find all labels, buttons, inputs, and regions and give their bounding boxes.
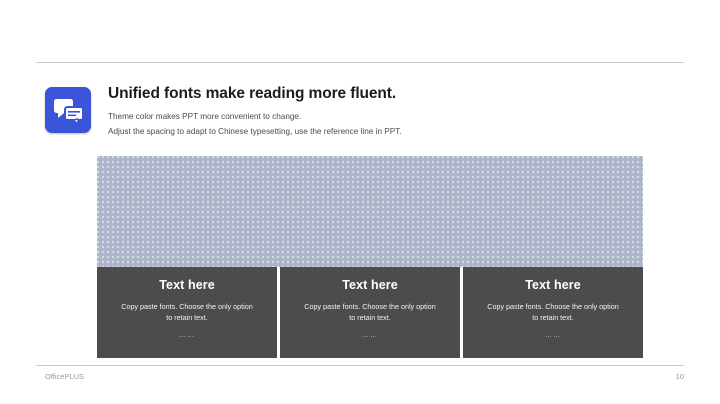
bottom-divider: [36, 365, 684, 366]
top-divider: [36, 62, 684, 63]
card-title: Text here: [159, 278, 215, 292]
subtitle-line-2: Adjust the spacing to adapt to Chinese typesetting, use the reference line in PPT.: [108, 127, 402, 136]
subtitle-line-1: Theme color makes PPT more convenient to change.: [108, 112, 302, 121]
card-ellipsis: ……: [544, 330, 562, 340]
card-title: Text here: [525, 278, 581, 292]
content-card: [280, 267, 460, 358]
card-ellipsis: ……: [361, 330, 379, 340]
card-body: Copy paste fonts. Choose the only option to retain text.: [121, 302, 253, 323]
photo-placeholder: [97, 156, 643, 267]
page-title: Unified fonts make reading more fluent.: [108, 85, 397, 102]
footer-page-number: 10: [675, 372, 684, 381]
chat-bubbles-icon: [45, 87, 91, 133]
footer-brand: OfficePLUS: [45, 372, 85, 381]
content-card: [97, 267, 277, 358]
content-card: [463, 267, 643, 358]
card-body: Copy paste fonts. Choose the only option to retain text.: [487, 302, 619, 323]
card-body: Copy paste fonts. Choose the only option to retain text.: [304, 302, 436, 323]
card-ellipsis: ……: [178, 330, 196, 340]
card-row: [97, 267, 643, 358]
card-title: Text here: [342, 278, 398, 292]
